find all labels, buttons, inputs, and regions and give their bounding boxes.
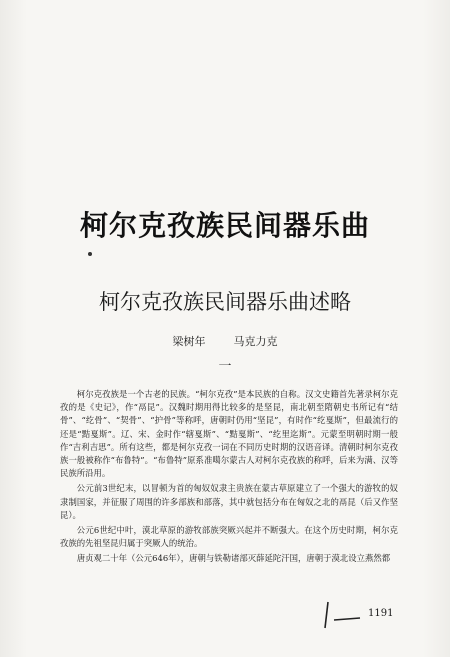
author-1: 梁树年 [172,335,206,348]
paragraph-3: 公元6世纪中叶，漠北草原的游牧部族突厥兴起并不断强大。在这个历史时期，柯尔克孜族的先祖坚昆归属于突厥人的统治。 [60,525,398,549]
page-number: 1191 [368,608,394,619]
authors [0,333,450,349]
paragraph-4: 唐贞观二十年（公元646年），唐朝与铁勒诸部灭薛延陀汗国，唐朝于漠北设立燕然都 [76,553,391,564]
article-title: 柯尔克孜族民间器乐曲述略 [99,290,351,314]
paragraph-2: 公元前3世纪末，以冒顿为首的匈奴奴隶主贵族在蒙古草原建立了一个强大的游牧的奴隶制国家，并征服了周围的许多部族和部落，其中就包括分布在匈奴之北的鬲昆（后又作坚昆）。 [60,483,398,520]
pen-mark-icon [322,598,366,632]
paragraph-1: 柯尔克孜族是一个古老的民族。“柯尔克孜”是本民族的自称。汉文史籍首先著录柯尔克孜的是《史记》，作“鬲昆”。汉魏时期用得比较多的是坚昆，南北朝至隋朝史书所记有“结骨”、“纥骨”、“契骨”、“护骨”等称呼，唐朝时仍用“坚昆”，有时作“纥戛斯”，但最流行的还是“黠戛斯”。辽、宋、金时作“辖戛斯”、“黠戛斯”、“纥里迄斯”。元蒙至明朝时期一般作“吉利吉思”。所有这些，都是柯尔克孜一词在不同历史时期的汉语音译。清朝时柯尔克孜族一般被称作“布鲁特”。“布鲁特”原系准噶尔蒙古人对柯尔克孜族的称呼，后来为满、汉等民族所沿用。 [60,389,398,479]
body-text [60,388,398,568]
ink-dot [88,252,92,256]
main-title: 柯尔克孜族民间器乐曲 [79,209,370,242]
author-2: 马克力克 [233,335,278,348]
section-number: 一 [218,359,232,374]
